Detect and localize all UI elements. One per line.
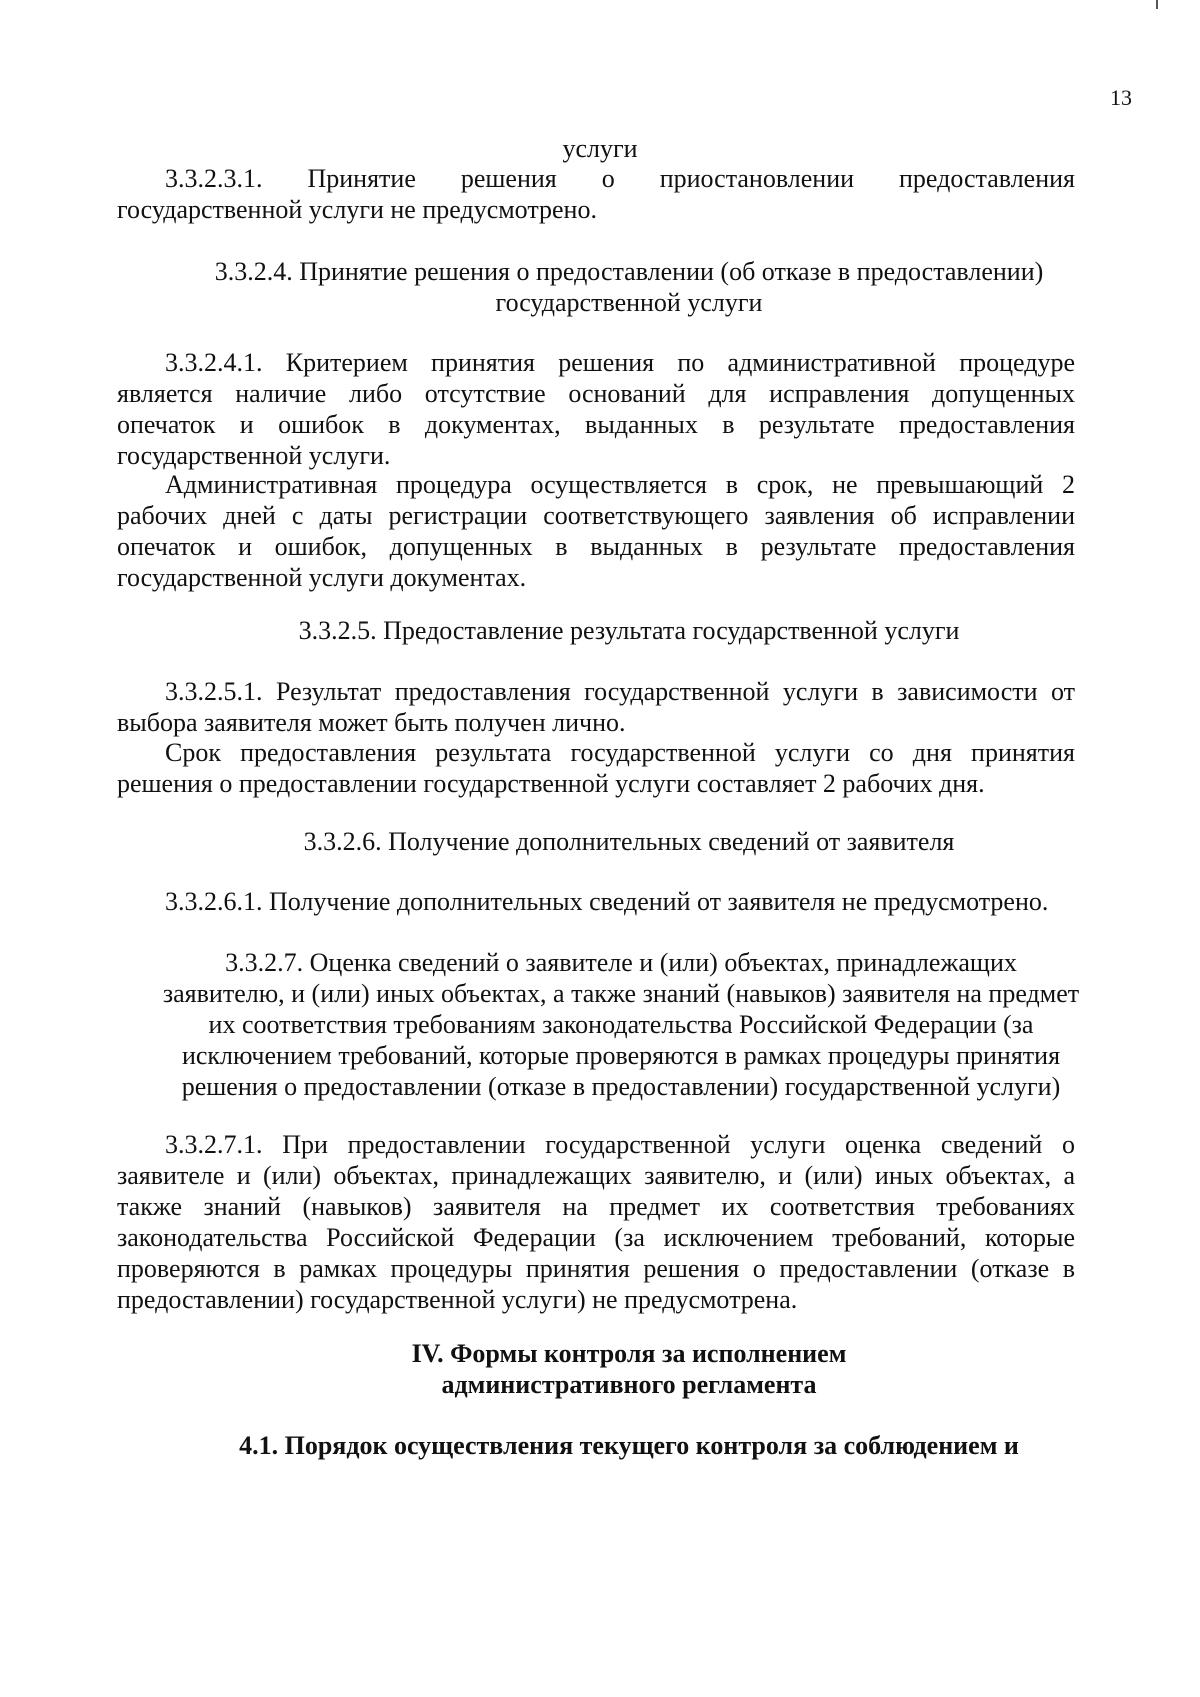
paragraph-result-term: Срок предоставления результата государственной услуги со дня принятия решения о предоставлении государственной услуги составляет 2 рабочих дня. xyxy=(117,738,1075,798)
scan-edge-mark xyxy=(1156,0,1158,9)
heading-4-1: 4.1. Порядок осуществления текущего контроля за соблюдением и xyxy=(239,1431,1019,1460)
paragraph-3-3-2-6-1: 3.3.2.6.1. Получение дополнительных сведений от заявителя не предусмотрено. xyxy=(165,887,1049,916)
heading-3-3-2-5: 3.3.2.5. Предоставление результата государственной услуги xyxy=(298,616,960,645)
heading-3-3-2-4: 3.3.2.4. Принятие решения о предоставлении (об отказе в предоставлении) государственной услуги xyxy=(214,257,1044,317)
heading-3-3-2-7: 3.3.2.7. Оценка сведений о заявителе и (или) объектах, принадлежащих заявителю, и (или) иных объектах, а также знаний (навыков) заявителя на предмет их соответствия требованиям законодательства Российской Федерации (за исключением требований, которые проверяются в рамках процедуры принятия решения о предоставлении (отказе в предоставлении) государственной услуги) xyxy=(162,948,1080,1101)
paragraph-3-3-2-5-1: 3.3.2.5.1. Результат предоставления государственной услуги в зависимости от выбора заявителя может быть получен лично. xyxy=(117,677,1075,737)
paragraph-3-3-2-7-1: 3.3.2.7.1. При предоставлении государственной услуги оценка сведений о заявителе и (или) объектах, принадлежащих заявителю, и (или) иных объектах, а также знаний (навыков) заявителя на предмет их соответствия требованиях законодательства Российской Федерации (за исключением требований, которые проверяются в рамках процедуры принятия решения о предоставлении (отказе в предоставлении) государственной услуги) не предусмотрена. xyxy=(117,1130,1075,1314)
paragraph-3-3-2-3-1: 3.3.2.3.1. Принятие решения о приостановлении предоставления государственной услуги не предусмотрено. xyxy=(117,164,1075,224)
continued-heading: услуги xyxy=(562,134,638,163)
paragraph-3-3-2-4-1: 3.3.2.4.1. Критерием принятия решения по административной процедуре является наличие либо отсутствие оснований для исправления допущенных опечаток и ошибок в документах, выданных в результате предоставления государственной услуги. xyxy=(117,348,1075,470)
paragraph-admin-procedure: Административная процедура осуществляется в срок, не превышающий 2 рабочих дней с даты регистрации соответствующего заявления об исправлении опечаток и ошибок, допущенных в выданных в результате предоставления государственной услуги документах. xyxy=(117,470,1075,592)
heading-3-3-2-6: 3.3.2.6. Получение дополнительных сведений от заявителя xyxy=(303,827,955,856)
section-heading-4: IV. Формы контроля за исполнением административного регламента xyxy=(411,1339,847,1399)
page-number: 13 xyxy=(1110,85,1132,110)
